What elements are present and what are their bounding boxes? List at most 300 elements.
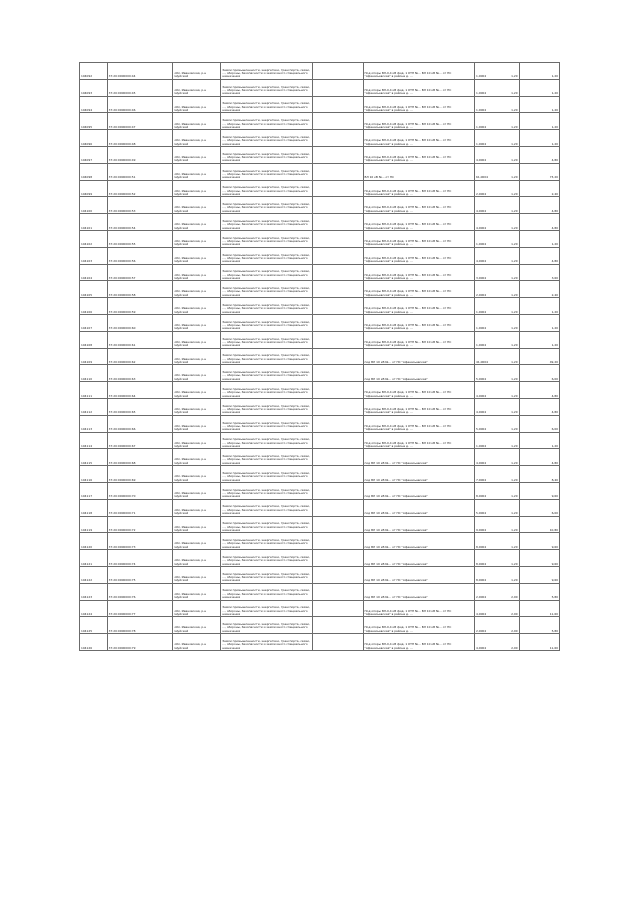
permitted-use-cell-text: Под опоры ВЛ-0,4 кВ фид. 1 КТП №... ВЛ 10 кВ №... от ПС "Афанасьевская" в районе д. ... (364, 239, 452, 247)
quantity-cell (475, 146, 520, 163)
empty-cell (312, 583, 363, 600)
empty-cell (312, 281, 363, 298)
permitted-use-cell-text: под ВЛ 10 кВ №... от ПС "Афанасьевская" (364, 544, 428, 549)
land-category-cell (221, 264, 312, 281)
land-category-cell-text: Земли промышленности, энергетики, транспорта, связи, ..., обороны, безопасности и земли иного специального назначения (222, 101, 310, 113)
rate-text: 1,20 (511, 410, 518, 415)
row-id-cell (80, 533, 108, 550)
rate-text: 1,20 (511, 276, 518, 281)
empty-cell (312, 482, 363, 499)
amount-cell (519, 113, 559, 130)
quantity-cell (475, 264, 520, 281)
quantity-cell (475, 331, 520, 348)
land-category-cell-text: Земли промышленности, энергетики, транспорта, связи, ..., обороны, безопасности и земли иного специального назначения (222, 454, 310, 465)
row-id-cell (80, 365, 108, 382)
land-category-cell-text: Земли промышленности, энергетики, транспорта, связи, ..., обороны, безопасности и земли иного специального назначения (222, 403, 310, 415)
quantity-cell-text: 4,0004 (476, 410, 487, 415)
cadastral-number-cell-text: 37:20:0000000:75 (108, 578, 136, 583)
table-row (80, 314, 560, 331)
address-cell-text: обл. Ивановская, р-н Шуйский (174, 507, 207, 516)
cadastral-number-cell (107, 600, 173, 617)
cadastral-number-cell (107, 634, 173, 651)
permitted-use-cell-text: Под опоры ВЛ-0,4 кВ фид. 1 КТП №... ВЛ 10 кВ №... от ПС "Афанасьевская" в районе д. ... (364, 138, 452, 146)
row-id-cell (80, 63, 108, 80)
quantity-cell-text: 4,0004 (476, 259, 487, 264)
amount-cell (519, 398, 559, 415)
empty-cell (312, 264, 363, 281)
amount-cell (519, 449, 559, 466)
permitted-use-cell (363, 466, 475, 483)
cadastral-number-cell-text: 37:20:0000000:67 (108, 443, 136, 448)
amount-cell (519, 214, 559, 231)
amount-cell-text: 1,20 (551, 443, 558, 448)
empty-cell (312, 466, 363, 483)
rate-text: 1,20 (511, 91, 518, 96)
empty-cell (312, 230, 363, 247)
land-category-cell-text: Земли промышленности, энергетики, транспорта, связи, ..., обороны, безопасности и земли иного специального назначения (222, 118, 310, 129)
quantity-cell-text: 1,0004 (476, 326, 487, 331)
rate-text: 1,20 (511, 460, 518, 465)
permitted-use-cell (363, 382, 475, 399)
row-id-cell (80, 247, 108, 264)
address-cell-text: обл. Ивановская, р-н Шуйский (174, 591, 207, 600)
permitted-use-cell-text: Под опоры ВЛ-0,4 кВ фид. 1 КТП №... ВЛ 10 кВ №... от ПС "Афанасьевская" в районе д. ... (364, 205, 452, 213)
row-id-cell-text: 104097 (81, 158, 93, 163)
cadastral-number-cell (107, 466, 173, 483)
amount-cell-text: 1,20 (551, 343, 558, 348)
row-id-cell-text: 104104 (81, 276, 93, 281)
quantity-cell (475, 79, 520, 96)
quantity-cell-text: 7,0004 (476, 477, 487, 482)
quantity-cell (475, 298, 520, 315)
quantity-cell (475, 314, 520, 331)
table-row (80, 382, 560, 399)
row-id-cell-text: 104100 (81, 208, 93, 213)
land-category-cell (221, 600, 312, 617)
permitted-use-cell-text: Под опоры ВЛ-0,4 кВ фид. 1 КТП №... ВЛ 10 кВ №... от ПС "Афанасьевская" в районе д. ... (364, 71, 452, 79)
row-id-cell (80, 180, 108, 197)
amount-cell (519, 617, 559, 634)
amount-cell (519, 583, 559, 600)
empty-cell (312, 331, 363, 348)
permitted-use-cell (363, 146, 475, 163)
address-cell-text: обл. Ивановская, р-н Шуйский (174, 558, 207, 566)
quantity-cell (475, 516, 520, 533)
amount-cell-text: 1,20 (551, 108, 558, 113)
permitted-use-cell-text: под ВЛ 10 кВ №... от ПС "Афанасьевская" (364, 561, 428, 566)
amount-cell-text: 11,60 (549, 645, 558, 650)
permitted-use-cell (363, 96, 475, 113)
permitted-use-cell-text: под ВЛ 10 кВ №... от ПС "Афанасьевская" (364, 360, 428, 364)
permitted-use-cell-text: Под опоры ВЛ-0,4 кВ фид. 1 КТП №... ВЛ 10 кВ №... от ПС "Афанасьевская" в районе д. ... (364, 608, 452, 616)
land-category-cell-text: Земли промышленности, энергетики, транспорта, связи, ..., обороны, безопасности и земли иного специального назначения (222, 571, 310, 583)
permitted-use-cell (363, 348, 475, 365)
rate-text: 2,90 (511, 645, 518, 650)
address-cell-text: обл. Ивановская, р-н Шуйский (174, 239, 207, 247)
land-category-cell (221, 550, 312, 567)
quantity-cell-text: 4,0004 (476, 208, 487, 213)
table-row (80, 550, 560, 567)
quantity-cell-text: 5,0004 (476, 511, 487, 516)
rate-text: 1,20 (511, 561, 518, 566)
quantity-cell-text: 1,0004 (476, 108, 487, 113)
row-id-cell (80, 634, 108, 651)
land-category-cell (221, 634, 312, 651)
permitted-use-cell-text: Под опоры ВЛ-0,4 кВ фид. 1 КТП №... ВЛ 10 кВ №... от ПС "Афанасьевская" в районе д. ... (364, 272, 452, 281)
land-category-cell (221, 617, 312, 634)
rate-text: 1,20 (511, 124, 518, 129)
address-cell-text: обл. Ивановская, р-н Шуйский (174, 474, 207, 482)
table-row (80, 146, 560, 163)
amount-cell (519, 566, 559, 583)
address-cell (173, 617, 221, 634)
land-category-cell-text: Земли промышленности, энергетики, транспорта, связи, ..., обороны, безопасности и земли иного специального назначения (222, 218, 310, 230)
address-cell (173, 634, 221, 651)
row-id-cell-text: 104098 (81, 175, 93, 180)
land-category-cell (221, 314, 312, 331)
address-cell (173, 331, 221, 348)
empty-cell (312, 298, 363, 315)
address-cell-text: обл. Ивановская, р-н Шуйский (174, 272, 207, 281)
quantity-cell-text: 2,0004 (476, 292, 487, 297)
permitted-use-cell-text: Под опоры ВЛ-0,4 кВ фид. 1 КТП №... ВЛ 10 кВ №... от ПС "Афанасьевская" в районе д. ... (364, 642, 452, 650)
amount-cell (519, 96, 559, 113)
quantity-cell-text: 4,0004 (476, 611, 487, 616)
row-id-cell-text: 104107 (81, 326, 93, 331)
permitted-use-cell (363, 314, 475, 331)
quantity-cell (475, 482, 520, 499)
address-cell-text: обл. Ивановская, р-н Шуйский (174, 541, 207, 549)
amount-cell (519, 516, 559, 533)
address-cell (173, 281, 221, 298)
address-cell (173, 298, 221, 315)
rate-text: 1,20 (511, 544, 518, 549)
empty-cell (312, 449, 363, 466)
quantity-cell (475, 382, 520, 399)
address-cell-text: обл. Ивановская, р-н Шуйский (174, 138, 207, 146)
row-id-cell (80, 499, 108, 516)
land-category-cell (221, 348, 312, 365)
table-row (80, 298, 560, 315)
cadastral-number-cell-text: 37:20:0000000:65 (108, 410, 136, 415)
cadastral-number-cell-text: 37:20:0000000:51 (108, 175, 136, 180)
rate-text: 2,90 (511, 628, 518, 633)
land-category-cell (221, 214, 312, 231)
permitted-use-cell-text: под ВЛ 10 кВ №... от ПС "Афанасьевская" (364, 595, 428, 600)
land-category-cell (221, 365, 312, 382)
table-row (80, 533, 560, 550)
address-cell (173, 600, 221, 617)
cadastral-number-cell-text: 37:20:0000000:73 (108, 544, 136, 549)
cadastral-number-cell-text: 37:20:0000000:58 (108, 292, 136, 297)
address-cell-text: обл. Ивановская, р-н Шуйский (174, 407, 207, 415)
quantity-cell-text: 61,0004 (476, 175, 488, 180)
amount-cell (519, 298, 559, 315)
permitted-use-cell-text: Под опоры ВЛ-0,4 кВ фид. 1 КТП №... ВЛ 10 кВ №... от ПС "Афанасьевская" в районе д. ... (364, 339, 452, 348)
quantity-cell-text: 1,0004 (476, 124, 487, 129)
empty-cell (312, 348, 363, 365)
quantity-cell (475, 130, 520, 147)
rate-text: 1,20 (511, 494, 518, 499)
land-category-cell (221, 466, 312, 483)
table-row (80, 281, 560, 298)
land-category-cell (221, 382, 312, 399)
table-row (80, 180, 560, 197)
empty-cell (312, 163, 363, 180)
table-row (80, 365, 560, 382)
cadastral-number-cell (107, 281, 173, 298)
amount-cell-text: 1,20 (551, 74, 558, 79)
cadastral-number-cell-text: 37:20:0000000:44 (108, 74, 136, 79)
land-category-cell (221, 180, 312, 197)
cadastral-number-cell-text: 37:20:0000000:70 (108, 494, 136, 499)
row-id-cell-text: 104126 (81, 645, 93, 650)
land-category-cell-text: Земли промышленности, энергетики, транспорта, связи, ..., обороны, безопасности и земли иного специального назначения (222, 538, 310, 549)
land-category-cell-text: Земли промышленности, энергетики, транспорта, связи, ..., обороны, безопасности и земли иного специального назначения (222, 286, 310, 297)
cadastral-number-cell (107, 583, 173, 600)
table-row (80, 449, 560, 466)
permitted-use-cell-text: Под опоры ВЛ-0,4 кВ фид. 1 КТП №... ВЛ 10 кВ №... от ПС "Афанасьевская" в районе д. ... (364, 222, 452, 230)
permitted-use-cell (363, 63, 475, 80)
row-id-cell (80, 96, 108, 113)
quantity-cell-text: 8,0004 (476, 561, 487, 566)
row-id-cell-text: 104123 (81, 595, 93, 600)
quantity-cell-text: 8,0004 (476, 494, 487, 499)
address-cell-text: обл. Ивановская, р-н Шуйский (174, 71, 207, 79)
land-category-cell (221, 281, 312, 298)
permitted-use-cell (363, 432, 475, 449)
permitted-use-cell (363, 499, 475, 516)
address-cell (173, 466, 221, 483)
address-cell (173, 550, 221, 567)
quantity-cell (475, 163, 520, 180)
quantity-cell (475, 533, 520, 550)
row-id-cell-text: 104112 (81, 410, 93, 415)
cadastral-number-cell-text: 37:20:0000000:53 (108, 208, 136, 213)
land-category-cell (221, 583, 312, 600)
permitted-use-cell-text: Под опоры ВЛ-0,4 кВ фид. 1 КТП №... ВЛ 10 кВ №... от ПС "Афанасьевская" в районе д. ... (364, 390, 452, 398)
row-id-cell-text: 104096 (81, 141, 93, 146)
table-row (80, 432, 560, 449)
land-category-cell (221, 499, 312, 516)
row-id-cell (80, 79, 108, 96)
row-id-cell (80, 600, 108, 617)
land-category-cell-text: Земли промышленности, энергетики, транспорта, связи, ..., обороны, безопасности и земли иного специального назначения (222, 638, 310, 650)
land-category-cell-text: Земли промышленности, энергетики, транспорта, связи, ..., обороны, безопасности и земли иного специального назначения (222, 269, 310, 281)
cadastral-number-cell-text: 37:20:0000000:61 (108, 343, 136, 348)
row-id-cell-text: 104099 (81, 192, 93, 197)
amount-cell (519, 230, 559, 247)
row-id-cell-text: 104113 (81, 427, 93, 432)
row-id-cell (80, 163, 108, 180)
empty-cell (312, 533, 363, 550)
empty-cell (312, 600, 363, 617)
land-category-cell-text: Земли промышленности, энергетики, транспорта, связи, ..., обороны, безопасности и земли иного специального назначения (222, 252, 310, 264)
table-row (80, 163, 560, 180)
cadastral-number-cell (107, 533, 173, 550)
quantity-cell-text: 1,0004 (476, 141, 487, 146)
quantity-cell (475, 348, 520, 365)
address-cell-text: обл. Ивановская, р-н Шуйский (174, 373, 207, 381)
address-cell-text: обл. Ивановская, р-н Шуйский (174, 608, 207, 616)
row-id-cell-text: 104115 (81, 460, 93, 465)
land-category-cell-text: Земли промышленности, энергетики, транспорта, связи, ..., обороны, безопасности и земли иного специального назначения (222, 504, 310, 516)
rate-text: 1,20 (511, 259, 518, 264)
table-body (80, 63, 560, 651)
row-id-cell-text: 104111 (81, 393, 93, 398)
land-category-cell-text: Земли промышленности, энергетики, транспорта, связи, ..., обороны, безопасности и земли иного специального назначения (222, 84, 310, 96)
table-row (80, 230, 560, 247)
permitted-use-cell (363, 482, 475, 499)
land-category-cell (221, 96, 312, 113)
address-cell (173, 382, 221, 399)
address-cell (173, 163, 221, 180)
table-row (80, 197, 560, 214)
cadastral-number-cell (107, 398, 173, 415)
cadastral-number-cell (107, 432, 173, 449)
address-cell-text: обл. Ивановская, р-н Шуйский (174, 306, 207, 314)
table-row (80, 566, 560, 583)
amount-cell-text: 9,60 (551, 494, 558, 499)
row-id-cell-text: 104117 (81, 494, 93, 499)
quantity-cell (475, 550, 520, 567)
table-row (80, 63, 560, 80)
table-row (80, 113, 560, 130)
address-cell-text: обл. Ивановская, р-н Шуйский (174, 87, 207, 96)
quantity-cell-text: 8,0004 (476, 578, 487, 583)
quantity-cell (475, 365, 520, 382)
land-category-cell-text: Земли промышленности, энергетики, транспорта, связи, ..., обороны, безопасности и земли иного специального назначения (222, 151, 310, 163)
land-category-cell (221, 432, 312, 449)
row-id-cell-text: 104121 (81, 561, 93, 566)
amount-cell-text: 1,20 (551, 309, 558, 314)
amount-cell (519, 79, 559, 96)
land-category-cell (221, 230, 312, 247)
permitted-use-cell (363, 516, 475, 533)
permitted-use-cell (363, 583, 475, 600)
cadastral-number-cell-text: 37:20:0000000:69 (108, 477, 136, 482)
cadastral-number-cell-text: 37:20:0000000:48 (108, 141, 136, 146)
land-category-cell-text: Земли промышленности, энергетики, транспорта, связи, ..., обороны, безопасности и земли иного специального назначения (222, 622, 310, 633)
address-cell-text: обл. Ивановская, р-н Шуйский (174, 575, 207, 583)
quantity-cell (475, 449, 520, 466)
permitted-use-cell-text: под ВЛ 10 кВ №... от ПС "Афанасьевская" (364, 494, 428, 499)
quantity-cell (475, 499, 520, 516)
cadastral-number-cell-text: 37:20:0000000:59 (108, 309, 136, 314)
quantity-cell-text: 1,0004 (476, 242, 487, 247)
amount-cell (519, 482, 559, 499)
permitted-use-cell-text: Под опоры ВЛ-0,4 кВ фид. 1 КТП №... ВЛ 10 кВ №... от ПС "Афанасьевская" в районе д. ... (364, 423, 452, 432)
table-row (80, 516, 560, 533)
quantity-cell (475, 398, 520, 415)
land-category-cell-text: Земли промышленности, энергетики, транспорта, связи, ..., обороны, безопасности и земли иного специального назначения (222, 605, 310, 616)
amount-cell-text: 6,00 (551, 427, 558, 432)
permitted-use-cell-text: под ВЛ 10 кВ №... от ПС "Афанасьевская" (364, 460, 428, 465)
row-id-cell-text: 104120 (81, 544, 93, 549)
cadastral-number-cell (107, 617, 173, 634)
row-id-cell (80, 281, 108, 298)
amount-cell-text: 73,20 (549, 175, 558, 180)
table-row (80, 617, 560, 634)
amount-cell-text: 2,40 (551, 292, 558, 297)
quantity-cell (475, 415, 520, 432)
address-cell (173, 130, 221, 147)
permitted-use-cell-text: Под опоры ВЛ-0,4 кВ фид. 1 КТП №... ВЛ 10 кВ №... от ПС "Афанасьевская" в районе д. ... (364, 87, 452, 96)
row-id-cell (80, 583, 108, 600)
land-category-cell (221, 331, 312, 348)
amount-cell-text: 1,20 (551, 242, 558, 247)
empty-cell (312, 247, 363, 264)
permitted-use-cell (363, 130, 475, 147)
cadastral-number-cell (107, 516, 173, 533)
cadastral-number-cell (107, 247, 173, 264)
quantity-cell (475, 281, 520, 298)
land-category-cell (221, 146, 312, 163)
quantity-cell (475, 63, 520, 80)
land-category-cell (221, 197, 312, 214)
address-cell (173, 566, 221, 583)
row-id-cell-text: 104092 (81, 74, 93, 79)
rate-text: 1,20 (511, 360, 518, 364)
permitted-use-cell (363, 247, 475, 264)
address-cell-text: обл. Ивановская, р-н Шуйский (174, 323, 207, 331)
land-category-cell (221, 398, 312, 415)
land-category-cell-text: Земли промышленности, энергетики, транспорта, связи, ..., обороны, безопасности и земли иного специального назначения (222, 554, 310, 566)
amount-cell (519, 314, 559, 331)
rate-text: 1,20 (511, 141, 518, 146)
cadastral-number-cell-text: 37:20:0000000:62 (108, 360, 136, 364)
cadastral-number-cell (107, 197, 173, 214)
amount-cell-text: 4,80 (551, 460, 558, 465)
quantity-cell (475, 180, 520, 197)
quantity-cell-text: 3,0004 (476, 276, 487, 281)
address-cell-text: обл. Ивановская, р-н Шуйский (174, 356, 207, 364)
cadastral-number-cell (107, 314, 173, 331)
land-category-cell (221, 79, 312, 96)
table-row (80, 466, 560, 483)
cadastral-number-cell-text: 37:20:0000000:76 (108, 595, 136, 600)
row-id-cell (80, 298, 108, 315)
cadastral-number-cell-text: 37:20:0000000:47 (108, 124, 136, 129)
quantity-cell-text: 1,0004 (476, 309, 487, 314)
amount-cell (519, 365, 559, 382)
row-id-cell-text: 104101 (81, 225, 93, 230)
cadastral-number-cell-text: 37:20:0000000:68 (108, 460, 136, 465)
amount-cell (519, 382, 559, 399)
amount-cell (519, 281, 559, 298)
quantity-cell (475, 566, 520, 583)
amount-cell (519, 432, 559, 449)
row-id-cell-text: 104114 (81, 443, 93, 448)
amount-cell-text: 4,80 (551, 208, 558, 213)
amount-cell-text: 6,00 (551, 511, 558, 516)
quantity-cell (475, 197, 520, 214)
rate-text: 1,20 (511, 242, 518, 247)
permitted-use-cell (363, 365, 475, 382)
quantity-cell-text: 1,0004 (476, 443, 487, 448)
amount-cell-text: 8,40 (551, 477, 558, 482)
address-cell (173, 180, 221, 197)
empty-cell (312, 566, 363, 583)
cadastral-number-cell-text: 37:20:0000000:74 (108, 561, 136, 566)
quantity-cell-text: 4,0004 (476, 460, 487, 465)
amount-cell (519, 499, 559, 516)
address-cell (173, 499, 221, 516)
amount-cell (519, 247, 559, 264)
table-row (80, 79, 560, 96)
cadastral-number-cell (107, 113, 173, 130)
quantity-cell (475, 247, 520, 264)
